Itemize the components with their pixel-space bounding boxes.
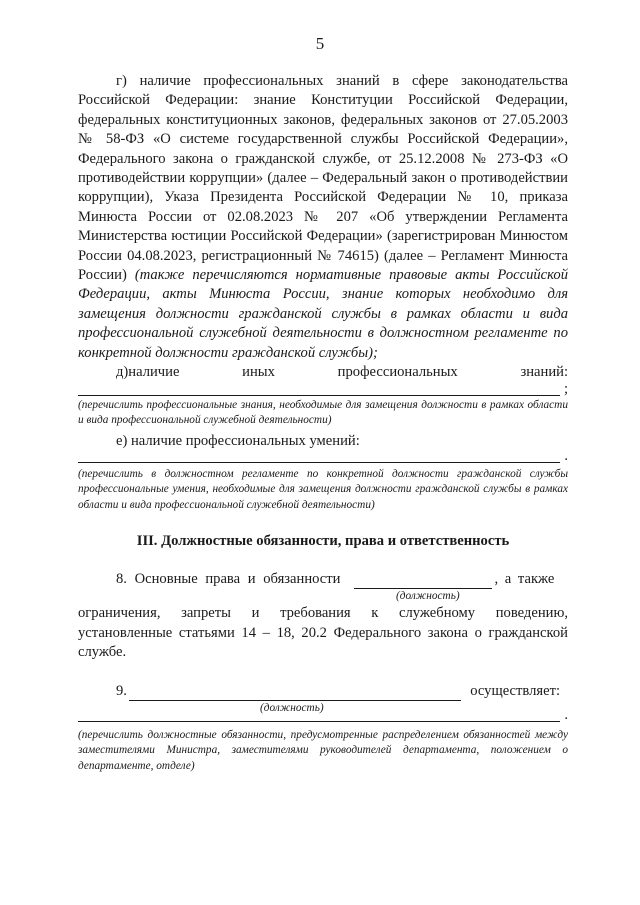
paragraph-g-italic-note: (также перечисляются нормативные правовые акты Российской Федерации, акты Минюста России, знание которых необходимо для замещения должности гражданской службы в рамках области и вида профессиональной служебной деятельности в должностном регламенте по конкретной должности гражданской службы);	[78, 267, 569, 361]
paragraph-e-fill-line	[78, 447, 568, 464]
paragraph-g	[78, 72, 568, 363]
paragraph-e-label: е) наличие профессиональных умений:	[116, 433, 360, 450]
item-9-number: 9.	[116, 682, 127, 699]
paragraph-d-note: (перечислить профессиональные знания, необходимые для замещения должности в рамках области и вида профессиональной служебной деятельности)	[78, 398, 568, 426]
item-9-first-line	[78, 682, 568, 701]
item-8-continuation-line: ограничения, запреты и требования к служебному поведению,	[78, 605, 568, 622]
item-9-line-end: .	[564, 706, 568, 723]
item-8-end: , а также	[494, 570, 555, 587]
paragraph-d-label: д)наличие иных профессиональных знаний:	[116, 364, 568, 381]
item-9-position-blank	[129, 685, 461, 701]
paragraph-d-line-end: ;	[563, 380, 568, 397]
item-8-start: 8. Основные права и обязанности	[116, 570, 341, 587]
paragraph-e-note: (перечислить в должностном регламенте по конкретной должности гражданской службы профессиональные умения, необходимые для замещения должности гражданской службы в рамках области и вида профессиональной служебной деятельности)	[78, 467, 568, 511]
item-8-first-line	[78, 570, 568, 589]
paragraph-e-line-end: .	[564, 447, 568, 464]
item-9-position-caption: (должность)	[260, 701, 324, 714]
item-8-position-blank	[354, 573, 492, 589]
page-number: 5	[315, 34, 325, 53]
item-9-end: осуществляет:	[470, 682, 560, 699]
paragraph-d-fill-line	[78, 380, 568, 397]
paragraph-g-text: г) наличие профессиональных знаний в сфере законодательства Российской Федерации: знание Конституции Российской Федерации, федеральных конституционных законов, федеральных законов от 27.05.2003 № 58-ФЗ «О системе государственной службы Российской Федерации», Федерального закона о гражданской службе, от 25.12.2008 № 273-ФЗ «О противодействии коррупции» (далее – Федеральный закон о противодействии коррупции), Указа Президента Российской Федерации № 10, приказа Минюста России от 02.08.2023 № 207 «Об утверждении Регламента Министерства юстиции Российской Федерации» (зарегистрирован Минюстом России 04.08.2023, регистрационный № 74615) (далее – Регламент Минюста России)	[78, 73, 568, 284]
item-9-note: (перечислить должностные обязанности, предусмотренные распределением обязанностей между заместителями Министра, заместителями руководителей департамента, положением о департаменте, отделе)	[78, 728, 568, 772]
document-body	[78, 72, 568, 774]
section-heading: III. Должностные обязанности, права и ответственность	[136, 532, 510, 549]
item-8-continuation-rest: установленные статьями 14 – 18, 20.2 Федерального закона о гражданской службе.	[78, 624, 568, 661]
item-8-position-caption: (должность)	[396, 590, 460, 603]
